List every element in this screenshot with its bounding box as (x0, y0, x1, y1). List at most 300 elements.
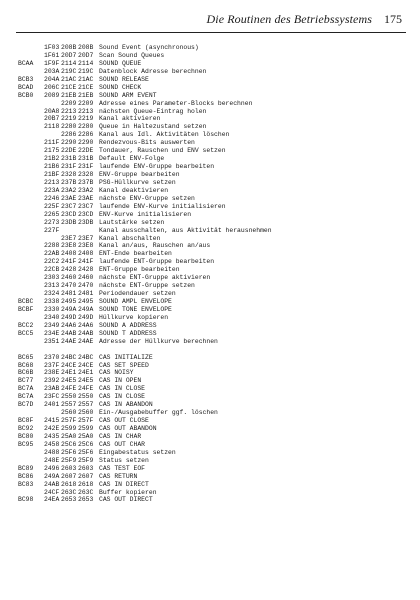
table-row (18, 393, 272, 401)
address-v464: 2324 (44, 290, 60, 298)
address-v664: 2495 (61, 298, 77, 305)
address-v6128: 2607 (78, 472, 94, 480)
routine-description: Datenblock Adresse berechnen (99, 67, 207, 75)
page-header (16, 10, 406, 33)
jump-address: BC65 (18, 353, 34, 361)
address-v464: 20B7 (44, 115, 60, 123)
address-v664: 24CE (61, 361, 77, 369)
address-v464: 21B6 (44, 163, 60, 171)
address-v6128: 24CE (78, 361, 94, 369)
routine-description: SOUND CHECK (99, 83, 142, 91)
table-row (18, 179, 272, 187)
address-v6128: 23E8 (78, 242, 94, 250)
address-v6128: 23A2 (78, 186, 94, 194)
table-row (18, 449, 272, 457)
address-v664: 249A (61, 305, 77, 313)
table-row (18, 266, 272, 274)
address-v6128: 263C (78, 488, 94, 496)
address-v464: 234E (44, 329, 60, 337)
table-row (18, 76, 272, 84)
routine-description: laufende ENT-Gruppe bearbeiten (99, 258, 215, 266)
routine-description: Tondauer, Rauschen und ENV setzen (99, 147, 226, 155)
routine-description: Scan Sound Queues (99, 51, 165, 59)
address-v6128: 24AE (78, 337, 94, 345)
routine-description: CAS TEST EOF (99, 464, 146, 472)
table-row (18, 481, 272, 489)
address-v464: 2338 (44, 298, 60, 305)
table-row (18, 369, 272, 377)
address-v6128: 231B (78, 155, 94, 163)
address-v6128: 25A0 (78, 432, 94, 440)
address-v664: 20D7 (61, 51, 77, 59)
address-v464: 2340 (44, 313, 60, 321)
address-v664: 2114 (61, 59, 77, 67)
address-v6128: 22DE (78, 147, 94, 155)
address-v6128: 2114 (78, 59, 94, 67)
address-v664: 2607 (61, 472, 77, 480)
routine-description: CAS IN CHAR (99, 432, 142, 440)
table-row (18, 147, 272, 155)
address-v6128: 2550 (78, 393, 94, 401)
address-v464: 206C (44, 83, 60, 91)
address-v6128: 2560 (78, 409, 94, 417)
address-v6128: 2213 (78, 107, 94, 115)
address-v664: 24E1 (61, 369, 77, 377)
routine-description: laufende ENV-Gruppe bearbeiten (99, 163, 215, 171)
table-row (18, 401, 272, 409)
table-row (18, 290, 272, 298)
address-v664: 2481 (61, 290, 77, 298)
table-row (18, 409, 272, 417)
jump-address: BC7D (18, 401, 34, 409)
routine-description: CAS SET SPEED (99, 361, 149, 369)
address-v664: 2328 (61, 171, 77, 178)
routine-description: ENT-Gruppe bearbeiten (99, 266, 180, 274)
routine-description: nächste ENT-Gruppe aktivieren (99, 274, 211, 282)
address-v6128: 2219 (78, 115, 94, 123)
address-v464: 2401 (44, 401, 60, 409)
address-v664: 24AE (61, 337, 77, 345)
address-v664: 23E7 (61, 234, 77, 242)
routine-description: Queue in Haltezustand setzen (99, 123, 207, 131)
jump-address: BC92 (18, 425, 34, 432)
address-v6128: 231F (78, 163, 94, 171)
address-v6128: 20D7 (78, 51, 94, 59)
address-v664: 25A0 (61, 432, 77, 440)
address-v6128: 237B (78, 178, 94, 186)
address-v464: 2496 (44, 464, 60, 472)
address-v6128: 23DB (78, 218, 94, 226)
routine-description: Adresse eines Parameter-Blocks berechnen (99, 99, 253, 107)
address-v664: 2408 (61, 250, 77, 258)
table-row (18, 203, 272, 211)
jump-address: BCAD (18, 83, 34, 91)
address-v6128: 2603 (78, 464, 94, 472)
address-v464: 2246 (44, 194, 60, 202)
table-row (18, 171, 272, 179)
routine-table (18, 44, 272, 504)
address-v6128: 241F (78, 258, 94, 266)
jump-address: BC7A (18, 385, 34, 393)
address-v464: 248E (44, 456, 60, 464)
routine-description: CAS OUT DIRECT (99, 496, 153, 504)
address-v464: 2089 (44, 91, 60, 99)
address-v664: 219C (61, 67, 77, 75)
address-v6128: 25C6 (78, 440, 94, 448)
address-v6128: 21EB (78, 91, 94, 99)
address-v664: 24BC (61, 353, 77, 361)
address-v6128: 219C (78, 67, 94, 75)
routine-description: SOUND ARM EVENT (99, 91, 157, 99)
table-row (18, 306, 272, 314)
routine-description: nächste ENT-Gruppe setzen (99, 282, 195, 290)
address-v464: 2118 (44, 123, 60, 131)
address-v464: 2370 (44, 353, 60, 361)
table-row (18, 195, 272, 203)
jump-address: BC68 (18, 361, 34, 369)
table-row (18, 298, 272, 306)
table-row (18, 258, 272, 266)
routine-description: CAS IN OPEN (99, 377, 142, 385)
address-v664: 2219 (61, 115, 77, 123)
table-row (18, 417, 272, 425)
address-v664: 263C (61, 488, 77, 496)
routine-description: Kanal ausschalten, aus Aktivität herausnehmen (99, 226, 272, 234)
address-v664: 21EB (61, 91, 77, 99)
table-row (18, 354, 272, 362)
address-v664: 23DB (61, 218, 77, 226)
jump-address: BC77 (18, 377, 34, 385)
address-v664: 2618 (61, 480, 77, 488)
address-v6128: 25F6 (78, 448, 94, 456)
section-gap (18, 346, 272, 354)
address-v664: 208B (61, 44, 77, 51)
table-row (18, 131, 272, 139)
table-row (18, 330, 272, 338)
address-v464: 22CB (44, 266, 60, 274)
address-v6128: 23AE (78, 194, 94, 202)
address-v6128: 2280 (78, 123, 94, 131)
routine-description: Lautstärke setzen (99, 218, 165, 226)
address-v6128: 24E5 (78, 377, 94, 385)
address-v464: 22AB (44, 250, 60, 258)
routine-description: CAS NOISY (99, 369, 134, 377)
table-row (18, 227, 272, 235)
address-v464: 1F03 (44, 44, 60, 51)
address-v664: 22DE (61, 147, 77, 155)
address-v664: 2209 (61, 99, 77, 107)
address-v464: 2349 (44, 321, 60, 329)
address-v6128: 2470 (78, 282, 94, 290)
address-v464: 1F9F (44, 59, 60, 67)
address-v6128: 2428 (78, 266, 94, 274)
routine-description: SOUND T ADDRESS (99, 329, 157, 337)
address-v464: 223A (44, 186, 60, 194)
address-v6128: 23E7 (78, 234, 94, 242)
address-v6128: 208B (78, 44, 94, 51)
address-v464: 2213 (44, 178, 60, 186)
address-v464: 21BF (44, 171, 60, 178)
address-v6128: 257F (78, 417, 94, 425)
address-v464: 225F (44, 202, 60, 210)
address-v6128: 2481 (78, 290, 94, 298)
address-v664: 231B (61, 155, 77, 163)
page-number: 175 (384, 12, 402, 26)
jump-address: BC98 (18, 496, 34, 504)
jump-address: BC86 (18, 472, 34, 480)
routine-description: Kanal deaktivieren (99, 186, 169, 194)
address-v464: 2265 (44, 210, 60, 218)
table-row (18, 385, 272, 393)
table-row (18, 362, 272, 370)
jump-address: BC8F (18, 417, 34, 425)
routine-description: Sound Event (asynchronous) (99, 44, 199, 51)
address-v664: 2213 (61, 107, 77, 115)
jump-address: BCC5 (18, 329, 34, 337)
routine-description: Eingabestatus setzen (99, 448, 176, 456)
address-v464: 23AB (44, 385, 60, 393)
address-v6128: 2286 (78, 131, 94, 139)
address-v664: 2286 (61, 131, 77, 139)
address-v464: 211F (44, 139, 60, 147)
address-v464: 2488 (44, 448, 60, 456)
jump-address: BC6B (18, 369, 34, 377)
address-v6128: 23C7 (78, 202, 94, 210)
table-row (18, 219, 272, 227)
routine-description: Default ENV-Folge (99, 155, 165, 163)
address-v664: 237B (61, 178, 77, 186)
address-v6128: 23CD (78, 210, 94, 218)
table-row (18, 465, 272, 473)
address-v464: 1F61 (44, 51, 60, 59)
table-row (18, 457, 272, 465)
routine-description: ENV-Gruppe bearbeiten (99, 171, 180, 178)
address-v6128: 25F9 (78, 456, 94, 464)
address-v464: 2313 (44, 282, 60, 290)
routine-description: CAS OUT CLOSE (99, 417, 149, 425)
address-v464: 24CF (44, 488, 60, 496)
routine-description: Periodendauer setzen (99, 290, 176, 298)
address-v6128: 2209 (78, 99, 94, 107)
jump-address: BCBF (18, 305, 34, 313)
address-v6128: 24A6 (78, 321, 94, 329)
address-v464: 2175 (44, 147, 60, 155)
address-v6128: 2495 (78, 298, 94, 305)
table-row (18, 211, 272, 219)
jump-address: BCB3 (18, 75, 34, 83)
address-v6128: 21AC (78, 75, 94, 83)
table-row (18, 123, 272, 131)
address-v664: 2599 (61, 425, 77, 432)
address-v6128: 249A (78, 305, 94, 313)
routine-description: CAS IN CLOSE (99, 385, 146, 393)
routine-description: ENV-Kurve initialisieren (99, 210, 192, 218)
address-v664: 2653 (61, 496, 77, 504)
address-v6128: 2408 (78, 250, 94, 258)
address-v664: 23C7 (61, 202, 77, 210)
table-row (18, 473, 272, 481)
address-v6128: 249D (78, 313, 94, 321)
table-row (18, 235, 272, 243)
jump-address: BCB0 (18, 91, 34, 99)
table-row (18, 108, 272, 116)
address-v664: 25F9 (61, 456, 77, 464)
table-row (18, 44, 272, 52)
table-row (18, 489, 272, 497)
address-v664: 23CD (61, 210, 77, 218)
address-v664: 2557 (61, 401, 77, 409)
jump-address: BC89 (18, 464, 34, 472)
routine-description: ENT-Ende bearbeiten (99, 250, 172, 258)
address-v464: 2303 (44, 274, 60, 282)
address-v6128: 24AB (78, 329, 94, 337)
address-v664: 231F (61, 163, 77, 171)
address-v664: 24AB (61, 329, 77, 337)
address-v664: 21CE (61, 83, 77, 91)
address-v464: 237F (44, 361, 60, 369)
address-v464: 2458 (44, 440, 60, 448)
address-v664: 2470 (61, 282, 77, 290)
routine-description: Kanal aus Idl. Aktivitäten löschen (99, 131, 230, 139)
table-row (18, 250, 272, 258)
address-v664: 23AE (61, 194, 77, 202)
routine-description: SOUND QUEUE (99, 59, 142, 67)
address-v6128: 2460 (78, 274, 94, 282)
routine-description: Ein-/Ausgabebuffer ggf. löschen (99, 409, 218, 417)
address-v6128: 2290 (78, 139, 94, 147)
routine-description: SOUND A ADDRESS (99, 321, 157, 329)
routine-description: laufende ENV-Kurve initialisieren (99, 202, 226, 210)
address-v464: 22C2 (44, 258, 60, 266)
routine-description: CAS INITIALIZE (99, 353, 153, 361)
address-v6128: 2653 (78, 496, 94, 504)
address-v664: 24E5 (61, 377, 77, 385)
table-row (18, 242, 272, 250)
jump-address: BCAA (18, 59, 34, 67)
table-row (18, 322, 272, 330)
table-row (18, 139, 272, 147)
address-v664: 24A6 (61, 321, 77, 329)
address-v664: 249D (61, 313, 77, 321)
routine-description: Hüllkurve kopieren (99, 313, 169, 321)
address-v6128: 2557 (78, 401, 94, 409)
routine-description: PSG-Hüllkurve setzen (99, 178, 176, 186)
address-v664: 2603 (61, 464, 77, 472)
address-v664: 24FE (61, 385, 77, 393)
routine-description: Kanal abschalten (99, 234, 161, 242)
address-v6128: 2599 (78, 425, 94, 432)
table-row (18, 155, 272, 163)
routine-description: SOUND AMPL ENVELOPE (99, 298, 172, 305)
address-v464: 204A (44, 75, 60, 83)
address-v6128: 24FE (78, 385, 94, 393)
table-row (18, 425, 272, 433)
address-v464: 242E (44, 425, 60, 432)
address-v664: 2290 (61, 139, 77, 147)
table-row (18, 92, 272, 100)
table-row (18, 68, 272, 76)
routine-description: nächsten Queue-Eintrag holen (99, 107, 207, 115)
address-v464: 227F (44, 226, 60, 234)
address-v464: 21B2 (44, 155, 60, 163)
routine-description: CAS OUT CHAR (99, 440, 146, 448)
routine-description: Rendezvous-Bits auswerten (99, 139, 195, 147)
routine-description: CAS IN ABANDON (99, 401, 153, 409)
table-row (18, 187, 272, 195)
table-row (18, 100, 272, 108)
address-v664: 2428 (61, 266, 77, 274)
address-v464: 249A (44, 472, 60, 480)
jump-address: BC83 (18, 480, 34, 488)
address-v664: 23A2 (61, 186, 77, 194)
jump-address: BC80 (18, 432, 34, 440)
routine-description: nächste ENV-Gruppe setzen (99, 194, 195, 202)
address-v6128: 24E1 (78, 369, 94, 377)
table-row (18, 60, 272, 68)
table-row (18, 52, 272, 60)
table-row (18, 433, 272, 441)
jump-address: BC95 (18, 440, 34, 448)
jump-address: BCBC (18, 298, 34, 305)
address-v6128: 21CE (78, 83, 94, 91)
address-v664: 25C6 (61, 440, 77, 448)
jump-address: BCC2 (18, 321, 34, 329)
routine-description: SOUND TONE ENVELOPE (99, 305, 172, 313)
routine-description: Kanal an/aus, Rauschen an/aus (99, 242, 211, 250)
address-v464: 2392 (44, 377, 60, 385)
table-row (18, 274, 272, 282)
address-v6128: 2618 (78, 480, 94, 488)
address-v664: 2460 (61, 274, 77, 282)
address-v664: 21AC (61, 75, 77, 83)
address-v6128: 2328 (78, 171, 94, 178)
header-title: Die Routinen des Betriebssystems (206, 12, 372, 26)
address-v464: 2288 (44, 242, 60, 250)
address-v464: 203A (44, 67, 60, 75)
address-v464: 2415 (44, 417, 60, 425)
routine-description: CAS IN CLOSE (99, 393, 146, 401)
address-v464: 24EA (44, 496, 60, 504)
table-row (18, 282, 272, 290)
table-row (18, 314, 272, 322)
jump-address: BC7A (18, 393, 34, 401)
table-row (18, 115, 272, 123)
table-row (18, 84, 272, 92)
table-row (18, 377, 272, 385)
table-row (18, 441, 272, 449)
routine-description: Buffer kopieren (99, 488, 157, 496)
address-v664: 25F6 (61, 448, 77, 456)
address-v464: 2435 (44, 432, 60, 440)
address-v664: 2560 (61, 409, 77, 417)
address-v664: 241F (61, 258, 77, 266)
routine-description: CAS OUT ABANDON (99, 425, 157, 432)
routine-description: CAS RETURN (99, 472, 138, 480)
routine-description: Status setzen (99, 456, 149, 464)
address-v464: 2273 (44, 218, 60, 226)
address-v664: 2280 (61, 123, 77, 131)
address-v6128: 24BC (78, 353, 94, 361)
table-row (18, 163, 272, 171)
routine-description: Kanal aktivieren (99, 115, 161, 123)
address-v664: 257F (61, 417, 77, 425)
address-v664: 23E8 (61, 242, 77, 250)
table-row (18, 496, 272, 504)
routine-description: CAS IN DIRECT (99, 480, 149, 488)
table-row (18, 338, 272, 346)
routine-description: Adresse der Hüllkurve berechnen (99, 337, 218, 345)
address-v464: 238E (44, 369, 60, 377)
